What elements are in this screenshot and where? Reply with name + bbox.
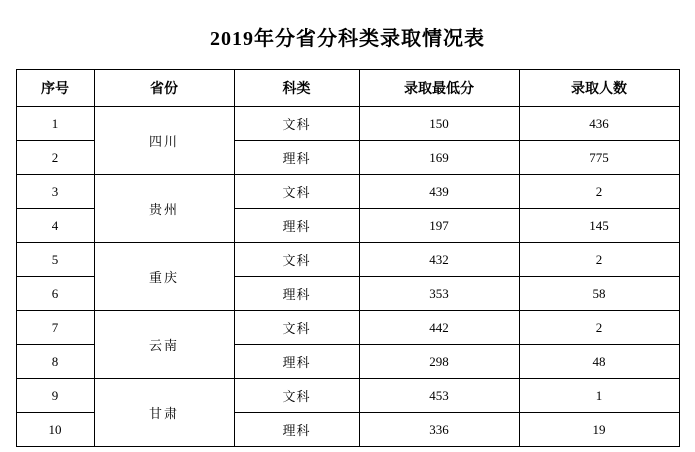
- cell-category: 文科: [234, 311, 359, 345]
- cell-min-score: 453: [359, 379, 519, 413]
- cell-index: 9: [16, 379, 94, 413]
- admissions-table: [16, 69, 680, 447]
- table-row: [16, 107, 679, 141]
- cell-index: 6: [16, 277, 94, 311]
- cell-admitted: 145: [519, 209, 679, 243]
- table-row: [16, 379, 679, 413]
- cell-index: 1: [16, 107, 94, 141]
- page-title: 2019年分省分科类录取情况表: [210, 28, 485, 50]
- cell-admitted: 58: [519, 277, 679, 311]
- cell-admitted: 2: [519, 175, 679, 209]
- table-header-row: [16, 70, 679, 107]
- column-header-admitted: 录取人数: [519, 70, 679, 107]
- cell-admitted: 1: [519, 379, 679, 413]
- cell-category: 理科: [234, 413, 359, 447]
- table-row: [16, 243, 679, 277]
- table-row: [16, 311, 679, 345]
- cell-min-score: 432: [359, 243, 519, 277]
- cell-category: 理科: [234, 209, 359, 243]
- cell-index: 2: [16, 141, 94, 175]
- cell-index: 10: [16, 413, 94, 447]
- column-header-province: 省份: [94, 70, 234, 107]
- cell-min-score: 169: [359, 141, 519, 175]
- column-header-min-score: 录取最低分: [359, 70, 519, 107]
- cell-index: 4: [16, 209, 94, 243]
- cell-min-score: 439: [359, 175, 519, 209]
- cell-category: 文科: [234, 107, 359, 141]
- cell-min-score: 197: [359, 209, 519, 243]
- cell-index: 8: [16, 345, 94, 379]
- cell-min-score: 298: [359, 345, 519, 379]
- column-header-category: 科类: [234, 70, 359, 107]
- table-header: [16, 70, 679, 107]
- cell-province: 重庆: [94, 243, 234, 311]
- cell-admitted: 775: [519, 141, 679, 175]
- table-body: [16, 107, 679, 447]
- cell-min-score: 336: [359, 413, 519, 447]
- cell-category: 文科: [234, 243, 359, 277]
- column-header-index: 序号: [16, 70, 94, 107]
- cell-index: 5: [16, 243, 94, 277]
- cell-category: 理科: [234, 345, 359, 379]
- cell-category: 理科: [234, 277, 359, 311]
- cell-index: 7: [16, 311, 94, 345]
- cell-admitted: 2: [519, 311, 679, 345]
- table-row: [16, 175, 679, 209]
- cell-admitted: 2: [519, 243, 679, 277]
- cell-province: 甘肃: [94, 379, 234, 447]
- cell-admitted: 48: [519, 345, 679, 379]
- cell-min-score: 150: [359, 107, 519, 141]
- cell-admitted: 19: [519, 413, 679, 447]
- cell-category: 理科: [234, 141, 359, 175]
- cell-category: 文科: [234, 175, 359, 209]
- cell-admitted: 436: [519, 107, 679, 141]
- cell-category: 文科: [234, 379, 359, 413]
- cell-min-score: 353: [359, 277, 519, 311]
- cell-province: 云南: [94, 311, 234, 379]
- cell-province: 贵州: [94, 175, 234, 243]
- cell-province: 四川: [94, 107, 234, 175]
- cell-min-score: 442: [359, 311, 519, 345]
- cell-index: 3: [16, 175, 94, 209]
